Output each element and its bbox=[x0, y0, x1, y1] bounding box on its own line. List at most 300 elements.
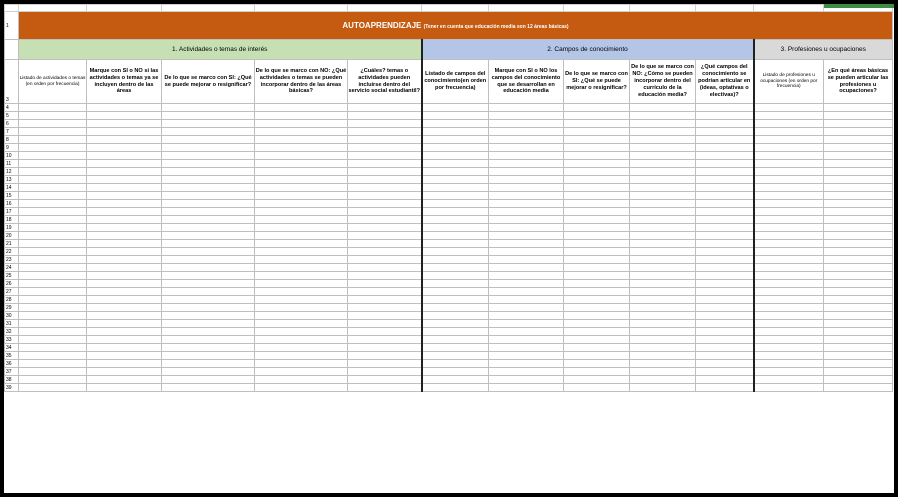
cell[interactable] bbox=[754, 344, 824, 352]
cell[interactable] bbox=[489, 360, 564, 368]
cell[interactable] bbox=[162, 224, 255, 232]
cell[interactable] bbox=[489, 272, 564, 280]
cell[interactable] bbox=[348, 200, 422, 208]
cell[interactable] bbox=[87, 120, 162, 128]
cell[interactable] bbox=[422, 344, 489, 352]
cell[interactable] bbox=[348, 176, 422, 184]
cell[interactable] bbox=[489, 304, 564, 312]
cell[interactable] bbox=[630, 176, 696, 184]
cell[interactable] bbox=[564, 128, 630, 136]
cell[interactable] bbox=[754, 120, 824, 128]
cell[interactable] bbox=[255, 376, 348, 384]
cell[interactable] bbox=[564, 200, 630, 208]
cell[interactable] bbox=[824, 240, 893, 248]
cell[interactable] bbox=[696, 256, 754, 264]
cell[interactable] bbox=[824, 232, 893, 240]
cell[interactable] bbox=[19, 312, 87, 320]
cell[interactable] bbox=[87, 328, 162, 336]
cell[interactable] bbox=[824, 168, 893, 176]
cell[interactable] bbox=[19, 120, 87, 128]
cell[interactable] bbox=[87, 240, 162, 248]
cell[interactable] bbox=[87, 296, 162, 304]
cell[interactable] bbox=[824, 216, 893, 224]
cell[interactable] bbox=[754, 128, 824, 136]
cell[interactable] bbox=[255, 144, 348, 152]
cell[interactable] bbox=[696, 336, 754, 344]
cell[interactable] bbox=[564, 256, 630, 264]
cell[interactable] bbox=[348, 136, 422, 144]
cell[interactable] bbox=[162, 208, 255, 216]
cell[interactable] bbox=[162, 352, 255, 360]
cell[interactable] bbox=[630, 376, 696, 384]
cell[interactable] bbox=[630, 224, 696, 232]
cell[interactable] bbox=[824, 352, 893, 360]
cell[interactable] bbox=[696, 232, 754, 240]
cell[interactable] bbox=[348, 376, 422, 384]
cell[interactable] bbox=[489, 216, 564, 224]
cell[interactable] bbox=[422, 152, 489, 160]
cell[interactable] bbox=[696, 240, 754, 248]
cell[interactable] bbox=[255, 176, 348, 184]
cell[interactable] bbox=[19, 288, 87, 296]
cell[interactable] bbox=[754, 192, 824, 200]
cell[interactable] bbox=[754, 224, 824, 232]
cell[interactable] bbox=[630, 280, 696, 288]
cell[interactable] bbox=[19, 248, 87, 256]
cell[interactable] bbox=[162, 328, 255, 336]
cell[interactable] bbox=[824, 288, 893, 296]
cell[interactable] bbox=[87, 224, 162, 232]
cell[interactable] bbox=[255, 208, 348, 216]
cell[interactable] bbox=[162, 288, 255, 296]
cell[interactable] bbox=[564, 328, 630, 336]
cell[interactable] bbox=[348, 208, 422, 216]
cell[interactable] bbox=[255, 168, 348, 176]
cell[interactable] bbox=[87, 192, 162, 200]
cell[interactable] bbox=[824, 368, 893, 376]
cell[interactable] bbox=[696, 304, 754, 312]
cell[interactable] bbox=[348, 320, 422, 328]
cell[interactable] bbox=[489, 376, 564, 384]
cell[interactable] bbox=[87, 304, 162, 312]
cell[interactable] bbox=[824, 224, 893, 232]
cell[interactable] bbox=[422, 336, 489, 344]
cell[interactable] bbox=[564, 152, 630, 160]
cell[interactable] bbox=[348, 240, 422, 248]
cell[interactable] bbox=[255, 256, 348, 264]
cell[interactable] bbox=[564, 312, 630, 320]
cell[interactable] bbox=[255, 120, 348, 128]
cell[interactable] bbox=[255, 104, 348, 112]
cell[interactable] bbox=[696, 160, 754, 168]
cell[interactable] bbox=[255, 216, 348, 224]
cell[interactable] bbox=[754, 296, 824, 304]
cell[interactable] bbox=[630, 312, 696, 320]
cell[interactable] bbox=[162, 320, 255, 328]
cell[interactable] bbox=[348, 296, 422, 304]
section-activities[interactable]: 1. Actividades o temas de interés bbox=[19, 40, 422, 60]
cell[interactable] bbox=[696, 144, 754, 152]
cell[interactable] bbox=[19, 264, 87, 272]
cell[interactable] bbox=[162, 176, 255, 184]
cell[interactable] bbox=[564, 136, 630, 144]
cell[interactable] bbox=[489, 368, 564, 376]
cell[interactable] bbox=[754, 160, 824, 168]
cell[interactable] bbox=[422, 360, 489, 368]
cell[interactable] bbox=[162, 336, 255, 344]
cell[interactable] bbox=[19, 328, 87, 336]
cell[interactable] bbox=[162, 280, 255, 288]
cell[interactable] bbox=[348, 128, 422, 136]
cell[interactable] bbox=[422, 288, 489, 296]
cell[interactable] bbox=[824, 328, 893, 336]
cell[interactable] bbox=[630, 232, 696, 240]
cell[interactable] bbox=[824, 192, 893, 200]
cell[interactable] bbox=[19, 360, 87, 368]
cell[interactable] bbox=[255, 128, 348, 136]
cell[interactable] bbox=[754, 304, 824, 312]
cell[interactable] bbox=[630, 152, 696, 160]
cell[interactable] bbox=[754, 288, 824, 296]
cell[interactable] bbox=[87, 256, 162, 264]
cell[interactable] bbox=[87, 136, 162, 144]
cell[interactable] bbox=[348, 312, 422, 320]
cell[interactable] bbox=[255, 192, 348, 200]
cell[interactable] bbox=[87, 344, 162, 352]
cell[interactable] bbox=[162, 256, 255, 264]
cell[interactable] bbox=[162, 216, 255, 224]
cell[interactable] bbox=[348, 328, 422, 336]
cell[interactable] bbox=[824, 296, 893, 304]
cell[interactable] bbox=[255, 112, 348, 120]
cell[interactable] bbox=[696, 136, 754, 144]
cell[interactable] bbox=[162, 152, 255, 160]
cell[interactable] bbox=[162, 168, 255, 176]
cell[interactable] bbox=[754, 360, 824, 368]
cell[interactable] bbox=[489, 352, 564, 360]
cell[interactable] bbox=[162, 120, 255, 128]
cell[interactable] bbox=[754, 248, 824, 256]
cell[interactable] bbox=[348, 288, 422, 296]
cell[interactable] bbox=[696, 280, 754, 288]
cell[interactable] bbox=[754, 368, 824, 376]
cell[interactable] bbox=[162, 304, 255, 312]
cell[interactable] bbox=[19, 184, 87, 192]
cell[interactable] bbox=[824, 176, 893, 184]
cell[interactable] bbox=[348, 152, 422, 160]
cell[interactable] bbox=[162, 376, 255, 384]
cell[interactable] bbox=[162, 240, 255, 248]
cell[interactable] bbox=[630, 136, 696, 144]
col-header[interactable]: ¿En qué áreas básicas se pueden articular las profesiones u ocupaciones? bbox=[824, 60, 893, 104]
cell[interactable] bbox=[19, 128, 87, 136]
cell[interactable] bbox=[564, 192, 630, 200]
cell[interactable] bbox=[564, 144, 630, 152]
cell[interactable] bbox=[348, 224, 422, 232]
cell[interactable] bbox=[19, 112, 87, 120]
cell[interactable] bbox=[19, 280, 87, 288]
cell[interactable] bbox=[754, 136, 824, 144]
cell[interactable] bbox=[19, 352, 87, 360]
cell[interactable] bbox=[422, 184, 489, 192]
cell[interactable] bbox=[87, 248, 162, 256]
cell[interactable] bbox=[489, 240, 564, 248]
cell[interactable] bbox=[564, 272, 630, 280]
cell[interactable] bbox=[255, 296, 348, 304]
cell[interactable] bbox=[87, 272, 162, 280]
cell[interactable] bbox=[255, 200, 348, 208]
cell[interactable] bbox=[489, 128, 564, 136]
cell[interactable] bbox=[162, 144, 255, 152]
cell[interactable] bbox=[754, 184, 824, 192]
cell[interactable] bbox=[754, 352, 824, 360]
cell[interactable] bbox=[255, 152, 348, 160]
cell[interactable] bbox=[489, 200, 564, 208]
cell[interactable] bbox=[754, 104, 824, 112]
col-header[interactable]: De lo que se marco con NO: ¿Cómo se pueden incorporar dentro del currículo de la educación media? bbox=[630, 60, 696, 104]
cell[interactable] bbox=[630, 168, 696, 176]
cell[interactable] bbox=[422, 192, 489, 200]
cell[interactable] bbox=[489, 328, 564, 336]
cell[interactable] bbox=[422, 272, 489, 280]
cell[interactable] bbox=[162, 368, 255, 376]
cell[interactable] bbox=[824, 120, 893, 128]
cell[interactable] bbox=[422, 312, 489, 320]
cell[interactable] bbox=[422, 376, 489, 384]
cell[interactable] bbox=[489, 256, 564, 264]
cell[interactable] bbox=[348, 216, 422, 224]
cell[interactable] bbox=[422, 240, 489, 248]
cell[interactable] bbox=[422, 200, 489, 208]
cell[interactable] bbox=[564, 168, 630, 176]
cell[interactable] bbox=[630, 144, 696, 152]
cell[interactable] bbox=[19, 224, 87, 232]
cell[interactable] bbox=[489, 248, 564, 256]
cell[interactable] bbox=[87, 264, 162, 272]
cell[interactable] bbox=[255, 160, 348, 168]
cell[interactable] bbox=[824, 344, 893, 352]
cell[interactable] bbox=[19, 144, 87, 152]
cell[interactable] bbox=[696, 264, 754, 272]
cell[interactable] bbox=[696, 248, 754, 256]
cell[interactable] bbox=[255, 280, 348, 288]
cell[interactable] bbox=[696, 128, 754, 136]
col-header[interactable]: Listado de profesiones u ocupaciones (en orden por frecuencia) bbox=[754, 60, 824, 104]
cell[interactable] bbox=[422, 176, 489, 184]
cell[interactable] bbox=[824, 376, 893, 384]
cell[interactable] bbox=[564, 336, 630, 344]
cell[interactable] bbox=[19, 192, 87, 200]
cell[interactable] bbox=[255, 328, 348, 336]
cell[interactable] bbox=[696, 176, 754, 184]
cell[interactable] bbox=[422, 168, 489, 176]
cell[interactable] bbox=[696, 184, 754, 192]
cell[interactable] bbox=[348, 144, 422, 152]
cell[interactable] bbox=[824, 104, 893, 112]
cell[interactable] bbox=[87, 160, 162, 168]
cell[interactable] bbox=[162, 160, 255, 168]
cell[interactable] bbox=[564, 360, 630, 368]
cell[interactable] bbox=[87, 208, 162, 216]
cell[interactable] bbox=[754, 376, 824, 384]
cell[interactable] bbox=[489, 320, 564, 328]
cell[interactable] bbox=[255, 304, 348, 312]
cell[interactable] bbox=[824, 184, 893, 192]
cell[interactable] bbox=[255, 344, 348, 352]
cell[interactable] bbox=[564, 160, 630, 168]
cell[interactable] bbox=[19, 272, 87, 280]
cell[interactable] bbox=[696, 112, 754, 120]
cell[interactable] bbox=[19, 200, 87, 208]
cell[interactable] bbox=[754, 384, 824, 392]
cell[interactable] bbox=[696, 376, 754, 384]
cell[interactable] bbox=[824, 320, 893, 328]
cell[interactable] bbox=[630, 384, 696, 392]
cell[interactable] bbox=[824, 112, 893, 120]
col-header[interactable]: ¿Qué campos del conocimiento se podrían articular en (ideas, optativas o electivas)? bbox=[696, 60, 754, 104]
cell[interactable] bbox=[824, 336, 893, 344]
cell[interactable] bbox=[489, 176, 564, 184]
cell[interactable] bbox=[19, 136, 87, 144]
cell[interactable] bbox=[630, 120, 696, 128]
col-header[interactable]: Listado de actividades o temas (en orden por frecuencia) bbox=[19, 60, 87, 104]
cell[interactable] bbox=[422, 160, 489, 168]
cell[interactable] bbox=[19, 344, 87, 352]
cell[interactable] bbox=[564, 320, 630, 328]
cell[interactable] bbox=[754, 240, 824, 248]
cell[interactable] bbox=[422, 256, 489, 264]
cell[interactable] bbox=[489, 144, 564, 152]
cell[interactable] bbox=[630, 336, 696, 344]
cell[interactable] bbox=[824, 160, 893, 168]
cell[interactable] bbox=[87, 144, 162, 152]
cell[interactable] bbox=[19, 176, 87, 184]
cell[interactable] bbox=[255, 336, 348, 344]
cell[interactable] bbox=[422, 136, 489, 144]
cell[interactable] bbox=[348, 384, 422, 392]
cell[interactable] bbox=[87, 368, 162, 376]
cell[interactable] bbox=[630, 160, 696, 168]
cell[interactable] bbox=[87, 128, 162, 136]
cell[interactable] bbox=[754, 176, 824, 184]
cell[interactable] bbox=[824, 304, 893, 312]
col-header[interactable]: De lo que se marco con NO: ¿Qué actividades o temas se pueden incorporar dentro de las áreas básicas? bbox=[255, 60, 348, 104]
cell[interactable] bbox=[19, 152, 87, 160]
cell[interactable] bbox=[489, 168, 564, 176]
cell[interactable] bbox=[255, 368, 348, 376]
cell[interactable] bbox=[696, 360, 754, 368]
section-professions[interactable]: 3. Profesiones u ocupaciones bbox=[754, 40, 893, 60]
cell[interactable] bbox=[87, 104, 162, 112]
cell[interactable] bbox=[696, 384, 754, 392]
cell[interactable] bbox=[630, 304, 696, 312]
cell[interactable] bbox=[348, 168, 422, 176]
cell[interactable] bbox=[630, 248, 696, 256]
cell[interactable] bbox=[255, 240, 348, 248]
cell[interactable] bbox=[696, 352, 754, 360]
cell[interactable] bbox=[696, 312, 754, 320]
cell[interactable] bbox=[824, 312, 893, 320]
cell[interactable] bbox=[348, 304, 422, 312]
cell[interactable] bbox=[754, 152, 824, 160]
cell[interactable] bbox=[255, 248, 348, 256]
cell[interactable] bbox=[162, 128, 255, 136]
cell[interactable] bbox=[754, 232, 824, 240]
cell[interactable] bbox=[348, 360, 422, 368]
cell[interactable] bbox=[422, 144, 489, 152]
cell[interactable] bbox=[630, 200, 696, 208]
cell[interactable] bbox=[696, 120, 754, 128]
cell[interactable] bbox=[696, 152, 754, 160]
cell[interactable] bbox=[162, 192, 255, 200]
cell[interactable] bbox=[422, 352, 489, 360]
cell[interactable] bbox=[87, 376, 162, 384]
cell[interactable] bbox=[754, 216, 824, 224]
cell[interactable] bbox=[87, 320, 162, 328]
cell[interactable] bbox=[630, 128, 696, 136]
cell[interactable] bbox=[489, 112, 564, 120]
cell[interactable] bbox=[489, 192, 564, 200]
cell[interactable] bbox=[255, 288, 348, 296]
cell[interactable] bbox=[754, 112, 824, 120]
cell[interactable] bbox=[564, 232, 630, 240]
cell[interactable] bbox=[564, 280, 630, 288]
cell[interactable] bbox=[696, 288, 754, 296]
cell[interactable] bbox=[422, 296, 489, 304]
cell[interactable] bbox=[162, 360, 255, 368]
cell[interactable] bbox=[754, 312, 824, 320]
cell[interactable] bbox=[19, 232, 87, 240]
cell[interactable] bbox=[824, 144, 893, 152]
cell[interactable] bbox=[630, 296, 696, 304]
cell[interactable] bbox=[348, 184, 422, 192]
cell[interactable] bbox=[422, 264, 489, 272]
cell[interactable] bbox=[564, 352, 630, 360]
cell[interactable] bbox=[19, 104, 87, 112]
cell[interactable] bbox=[19, 320, 87, 328]
cell[interactable] bbox=[19, 336, 87, 344]
cell[interactable] bbox=[564, 224, 630, 232]
cell[interactable] bbox=[489, 208, 564, 216]
cell[interactable] bbox=[630, 184, 696, 192]
col-header[interactable]: Marque con SI o NO si las actividades o temas ya se incluyen dentro de las áreas bbox=[87, 60, 162, 104]
cell[interactable] bbox=[564, 288, 630, 296]
cell[interactable] bbox=[564, 264, 630, 272]
cell[interactable] bbox=[630, 216, 696, 224]
cell[interactable] bbox=[489, 232, 564, 240]
cell[interactable] bbox=[422, 208, 489, 216]
cell[interactable] bbox=[348, 192, 422, 200]
cell[interactable] bbox=[422, 384, 489, 392]
cell[interactable] bbox=[824, 136, 893, 144]
cell[interactable] bbox=[19, 296, 87, 304]
cell[interactable] bbox=[754, 208, 824, 216]
cell[interactable] bbox=[422, 128, 489, 136]
cell[interactable] bbox=[255, 352, 348, 360]
cell[interactable] bbox=[348, 344, 422, 352]
cell[interactable] bbox=[489, 336, 564, 344]
cell[interactable] bbox=[348, 160, 422, 168]
cell[interactable] bbox=[754, 272, 824, 280]
cell[interactable] bbox=[348, 352, 422, 360]
cell[interactable] bbox=[255, 320, 348, 328]
cell[interactable] bbox=[824, 264, 893, 272]
cell[interactable] bbox=[564, 368, 630, 376]
cell[interactable] bbox=[162, 112, 255, 120]
cell[interactable] bbox=[564, 104, 630, 112]
cell[interactable] bbox=[630, 264, 696, 272]
cell[interactable] bbox=[87, 112, 162, 120]
